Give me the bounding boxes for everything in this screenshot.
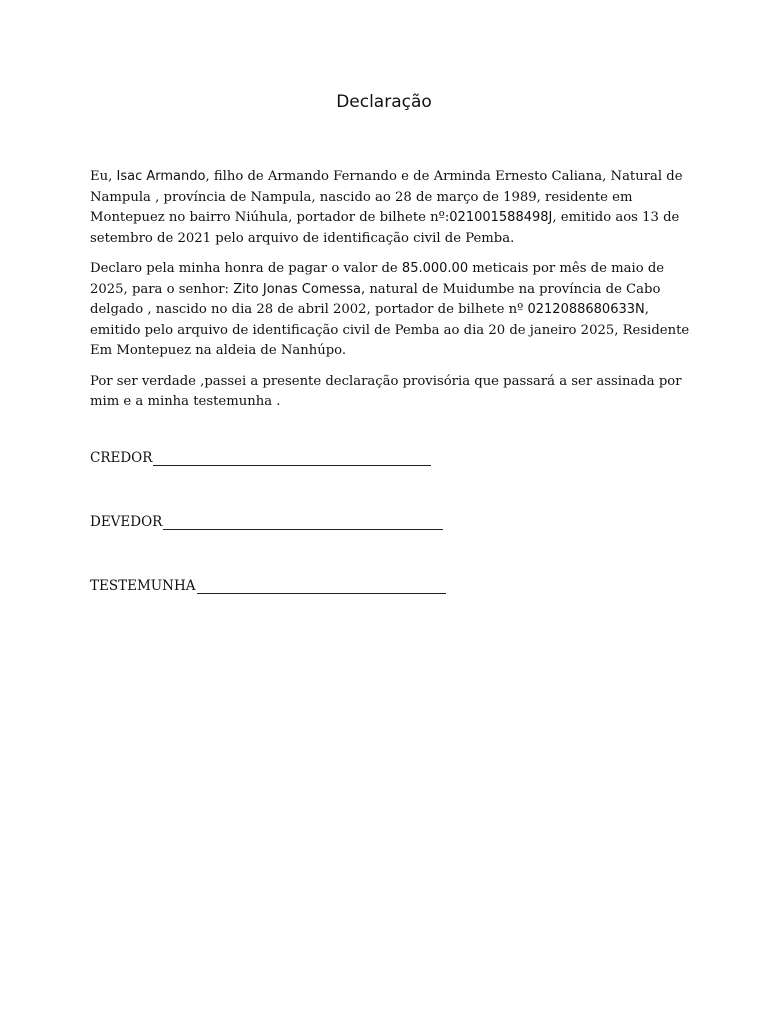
signature-line-witness <box>197 579 446 594</box>
creditor-id-number: 0212088680633N <box>527 302 645 317</box>
paragraph-closing: Por ser verdade ,passei a presente declaração provisória que passará a ser assinada por mim e a minha testemunha . <box>90 373 682 409</box>
signature-label-debtor: DEVEDOR <box>90 514 163 530</box>
declarant-name: Isac Armando <box>116 169 206 184</box>
amount-value: 85.000.00 <box>401 261 469 276</box>
text-segment: Eu, <box>90 169 117 184</box>
text-segment: , emitido aos 13 de setembro de 2021 pelo arquivo de identificação civil de Pemba. <box>90 210 680 246</box>
signature-witness <box>90 578 446 594</box>
signature-label-creditor: CREDOR <box>90 450 153 466</box>
text-segment: Declaro pela minha honra de pagar o valor de <box>90 261 402 276</box>
text-segment: natural de Muidumbe na província de Cabo delgado , nascido no dia 28 de abril 2002, portador de bilhete nº <box>90 281 661 317</box>
paragraph-identity <box>90 167 690 249</box>
text-segment: , emitido pelo arquivo de identificação civil de Pemba ao dia 20 de janeiro 2025, Residente Em Montepuez na aldeia de Nanhúpo. <box>90 302 690 358</box>
signature-line-creditor <box>153 451 431 466</box>
paragraph-declaration <box>90 259 690 362</box>
declarant-id-number: 021001588498J <box>449 210 553 225</box>
document-body <box>90 167 690 423</box>
text-segment: , filho de Armando Fernando e de Arminda Ernesto Caliana, Natural de Nampula , província de Nampula, nascido ao 28 de março de 1989, residente em Montepuez no bairro Niúhula, portador de bilhete nº: <box>90 169 683 225</box>
creditor-name: Zito Jonas Comessa, <box>233 281 366 297</box>
signature-label-witness: TESTEMUNHA <box>90 578 196 594</box>
signature-creditor <box>90 450 431 466</box>
document-title: Declaração <box>336 92 432 112</box>
signature-line-debtor <box>163 515 443 530</box>
signature-debtor <box>90 514 443 530</box>
text-segment: meticais por mês de maio de 2025, para o senhor: <box>90 261 665 297</box>
